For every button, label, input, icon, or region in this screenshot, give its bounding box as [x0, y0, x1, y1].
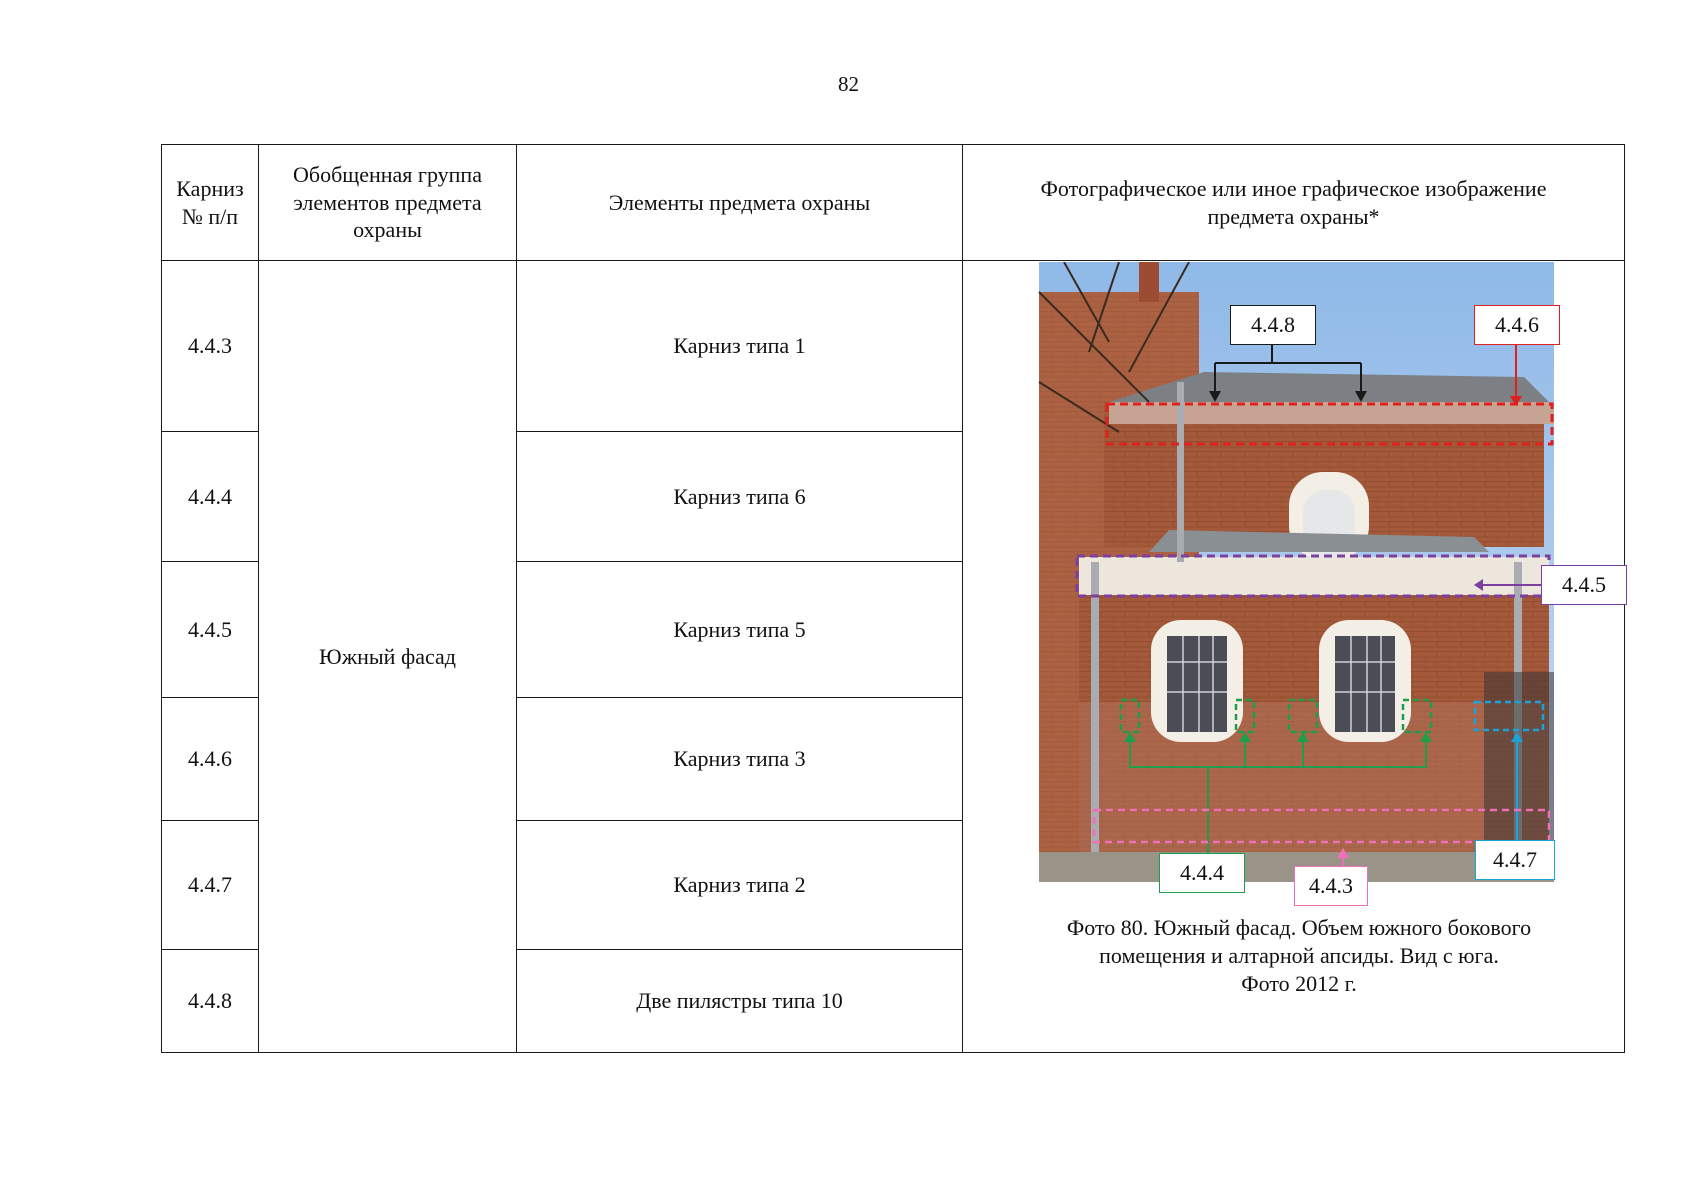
row-number: 4.4.6 [162, 698, 259, 821]
caption-line-3: Фото 2012 г. [1241, 970, 1357, 996]
table-row [162, 261, 1625, 432]
row-element: Карниз типа 6 [517, 432, 963, 562]
facade-photo-figure [969, 262, 1618, 1052]
header-elements: Элементы предмета охраны [517, 145, 963, 261]
photo-cell [963, 261, 1625, 1053]
callout-4-4-7: 4.4.7 [1475, 840, 1555, 880]
header-group: Обобщенная группа элементов предмета охраны [259, 145, 517, 261]
row-element: Карниз типа 2 [517, 821, 963, 950]
callout-4-4-4: 4.4.4 [1159, 853, 1245, 893]
row-number: 4.4.7 [162, 821, 259, 950]
row-element: Две пилястры типа 10 [517, 950, 963, 1053]
header-number: Карниз № п/п [162, 145, 259, 261]
callout-4-4-5: 4.4.5 [1541, 565, 1627, 605]
heritage-table [161, 144, 1625, 1053]
caption-line-1: Фото 80. Южный фасад. Объем южного бокового [1066, 914, 1532, 940]
callout-4-4-8: 4.4.8 [1230, 305, 1316, 345]
group-cell: Южный фасад [259, 261, 517, 1053]
row-number: 4.4.5 [162, 562, 259, 698]
caption-line-2: помещения и алтарной апсиды. Вид с юга. [1099, 942, 1499, 968]
photo-caption [969, 914, 1629, 998]
table-header-row [162, 145, 1625, 261]
row-number: 4.4.4 [162, 432, 259, 562]
row-element: Карниз типа 1 [517, 261, 963, 432]
header-image: Фотографическое или иное графическое изображение предмета охраны* [963, 145, 1625, 261]
callout-4-4-3: 4.4.3 [1294, 866, 1368, 906]
callout-4-4-6: 4.4.6 [1474, 305, 1560, 345]
page-number: 82 [838, 72, 859, 96]
row-number: 4.4.8 [162, 950, 259, 1053]
row-number: 4.4.3 [162, 261, 259, 432]
row-element: Карниз типа 3 [517, 698, 963, 821]
row-element: Карниз типа 5 [517, 562, 963, 698]
